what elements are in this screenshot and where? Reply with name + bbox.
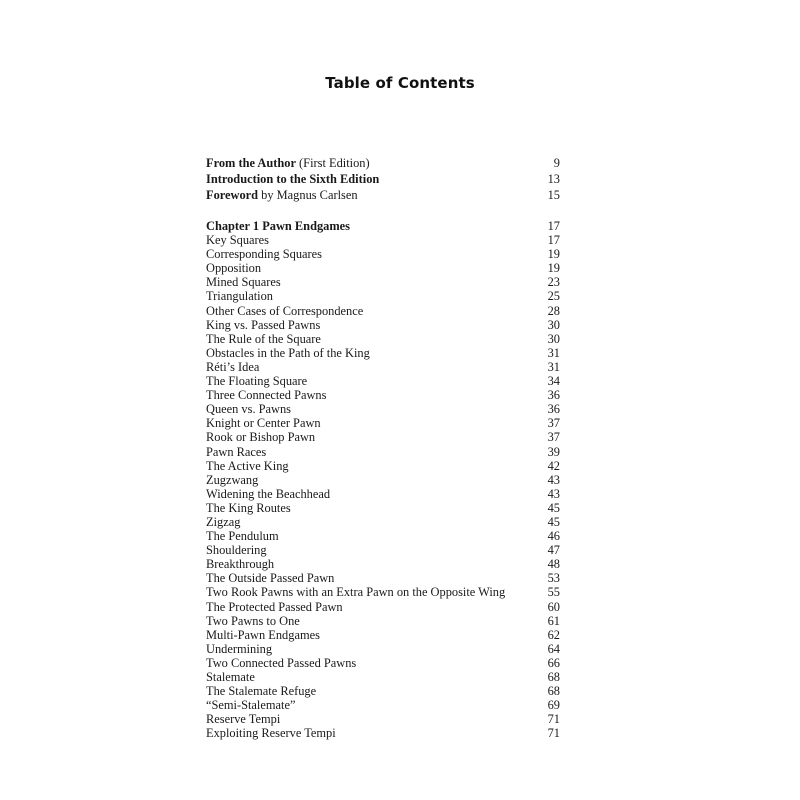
toc-page-number: 9 (553, 156, 560, 170)
toc-entry[interactable] (206, 712, 560, 726)
toc-entry-from-the-author[interactable] (206, 156, 560, 172)
toc-page-number: 30 (547, 317, 560, 332)
toc-page-number: 17 (547, 219, 560, 233)
toc-page-number: 15 (547, 187, 560, 202)
toc-entry-title: King vs. Passed Pawns (206, 317, 321, 332)
toc-entry-introduction[interactable] (206, 172, 560, 188)
toc-entry-title: Two Pawns to One (206, 613, 300, 628)
toc-entry[interactable] (206, 247, 560, 261)
toc-entry-title: The Active King (206, 458, 289, 473)
toc-entry-title: Three Connected Pawns (206, 388, 327, 403)
toc-entry[interactable] (206, 726, 560, 740)
toc-entry[interactable] (206, 614, 560, 628)
toc-page-number: 31 (547, 359, 560, 374)
page-title: Table of Contents (325, 74, 475, 92)
toc-entry[interactable] (206, 487, 560, 501)
toc-entry-title: The Floating Square (206, 374, 308, 389)
toc-entry-title: Shouldering (206, 543, 267, 558)
toc-entry-title: Pawn Races (206, 444, 267, 459)
toc-page-number: 39 (547, 444, 560, 459)
toc-page-number: 68 (547, 684, 560, 699)
chapter-heading[interactable] (206, 219, 560, 233)
toc-page-number: 71 (547, 726, 560, 741)
toc-entry-title: Obstacles in the Path of the King (206, 345, 370, 360)
toc-entry-title: The King Routes (206, 500, 291, 515)
toc-entry-title: Multi-Pawn Endgames (206, 627, 320, 642)
toc-entry[interactable] (206, 261, 560, 275)
toc-entry-title: Reserve Tempi (206, 712, 281, 727)
toc-page-number: 53 (547, 571, 560, 586)
toc-entry-title: Zigzag (206, 514, 241, 529)
toc-entry[interactable] (206, 318, 560, 332)
toc-entry[interactable] (206, 600, 560, 614)
toc-page-number: 28 (547, 303, 560, 318)
toc-entry-title: “Semi-Stalemate” (206, 698, 296, 713)
toc-entry-label (206, 172, 379, 188)
toc-page-number: 19 (547, 261, 560, 276)
toc-page-number: 47 (547, 543, 560, 558)
toc-page-number: 43 (547, 486, 560, 501)
toc-entry-title: Zugzwang (206, 472, 259, 487)
toc-entry-title: Mined Squares (206, 275, 281, 290)
toc-page-number: 23 (547, 275, 560, 290)
toc-entry[interactable] (206, 628, 560, 642)
chapter-title: Chapter 1 Pawn Endgames (206, 219, 350, 233)
toc-entry-title: Other Cases of Correspondence (206, 303, 364, 318)
toc-page-number: 71 (547, 712, 560, 727)
toc-entry[interactable] (206, 289, 560, 303)
toc-entry[interactable] (206, 374, 560, 388)
toc-entry[interactable] (206, 670, 560, 684)
toc-page-number: 66 (547, 655, 560, 670)
toc-entry[interactable] (206, 515, 560, 529)
toc-entry-title: Corresponding Squares (206, 247, 322, 262)
toc-entry[interactable] (206, 642, 560, 656)
toc-entry[interactable] (206, 543, 560, 557)
toc-page-number: 34 (547, 374, 560, 389)
toc-entry[interactable] (206, 698, 560, 712)
toc-entry[interactable] (206, 275, 560, 289)
toc-entry-foreword[interactable] (206, 188, 560, 204)
toc-page-number: 45 (547, 500, 560, 515)
toc-entry-title: Two Connected Passed Pawns (206, 655, 357, 670)
toc-page-number: 48 (547, 557, 560, 572)
toc-page-number: 62 (547, 627, 560, 642)
toc-entry[interactable] (206, 571, 560, 585)
toc-entry-rest: (First Edition) (295, 156, 370, 170)
toc-page-number: 13 (547, 171, 560, 186)
toc-page-number: 19 (547, 247, 560, 262)
toc-entry-title: Key Squares (206, 233, 269, 248)
toc-page-number: 36 (547, 402, 560, 417)
toc-entry-title: Knight or Center Pawn (206, 416, 321, 431)
toc-entry[interactable] (206, 459, 560, 473)
toc-entry[interactable] (206, 656, 560, 670)
toc-entry-title: The Rule of the Square (206, 331, 321, 346)
toc-entry-title: Exploiting Reserve Tempi (206, 726, 336, 741)
toc-entry[interactable] (206, 585, 560, 599)
toc-entry-title: Rook or Bishop Pawn (206, 430, 316, 445)
toc-entry[interactable] (206, 416, 560, 430)
toc-entry-title: Triangulation (206, 289, 274, 304)
toc-entry[interactable] (206, 473, 560, 487)
toc-page-number: 25 (547, 289, 560, 304)
toc-entry[interactable] (206, 402, 560, 416)
toc-entry-title: Opposition (206, 261, 262, 276)
toc-entry[interactable] (206, 557, 560, 571)
toc-entry-title: The Pendulum (206, 529, 279, 544)
toc-entry-title: Two Rook Pawns with an Extra Pawn on the Opposite Wing (206, 585, 506, 600)
toc-entry[interactable] (206, 388, 560, 402)
toc-entry-label (206, 156, 370, 172)
toc-entry-bold: Introduction to the Sixth Edition (206, 171, 380, 186)
toc-entry-label (206, 188, 358, 204)
toc-entry[interactable] (206, 304, 560, 318)
toc-entry-title: The Protected Passed Pawn (206, 599, 343, 614)
toc-entry-title: Breakthrough (206, 557, 275, 572)
toc-entry-title: Queen vs. Pawns (206, 402, 292, 417)
toc-entry-bold: Foreword (206, 187, 259, 202)
toc-entry[interactable] (206, 445, 560, 459)
toc-entry-title: Stalemate (206, 670, 255, 684)
toc-page-number: 69 (547, 698, 560, 713)
toc-page-number: 43 (547, 472, 560, 487)
toc-page-number: 60 (547, 599, 560, 614)
toc-page-number: 61 (547, 613, 560, 628)
toc-entry[interactable] (206, 332, 560, 346)
toc-page-number: 37 (547, 416, 560, 431)
toc-page-number: 17 (547, 233, 560, 248)
toc-page-number: 46 (547, 529, 560, 544)
toc-entry-title: The Outside Passed Pawn (206, 571, 335, 586)
toc-page-number: 42 (547, 458, 560, 473)
toc-entry-title: Réti’s Idea (206, 359, 260, 374)
chapter-1-list (206, 219, 560, 740)
toc-page-number: 68 (547, 670, 560, 684)
toc-entry[interactable] (206, 684, 560, 698)
toc-page-number: 55 (547, 585, 560, 600)
front-matter-list (206, 156, 560, 203)
toc-entry[interactable] (206, 360, 560, 374)
toc-page-number: 31 (547, 345, 560, 360)
toc-entry[interactable] (206, 529, 560, 543)
toc-entry[interactable] (206, 346, 560, 360)
toc-page-number: 37 (547, 430, 560, 445)
toc-page-number: 64 (547, 641, 560, 656)
toc-entry-title: Widening the Beachhead (206, 486, 331, 501)
toc-entry-bold: From the Author (206, 156, 296, 170)
toc-entry-title: The Stalemate Refuge (206, 684, 317, 699)
toc-page-number: 45 (547, 514, 560, 529)
toc-page-number: 36 (547, 388, 560, 403)
toc-entry[interactable] (206, 501, 560, 515)
toc-page-number: 30 (547, 331, 560, 346)
toc-entry-title: Undermining (206, 641, 273, 656)
toc-entry-rest: by Magnus Carlsen (258, 187, 358, 202)
toc-entry[interactable] (206, 233, 560, 247)
toc-entry[interactable] (206, 430, 560, 444)
